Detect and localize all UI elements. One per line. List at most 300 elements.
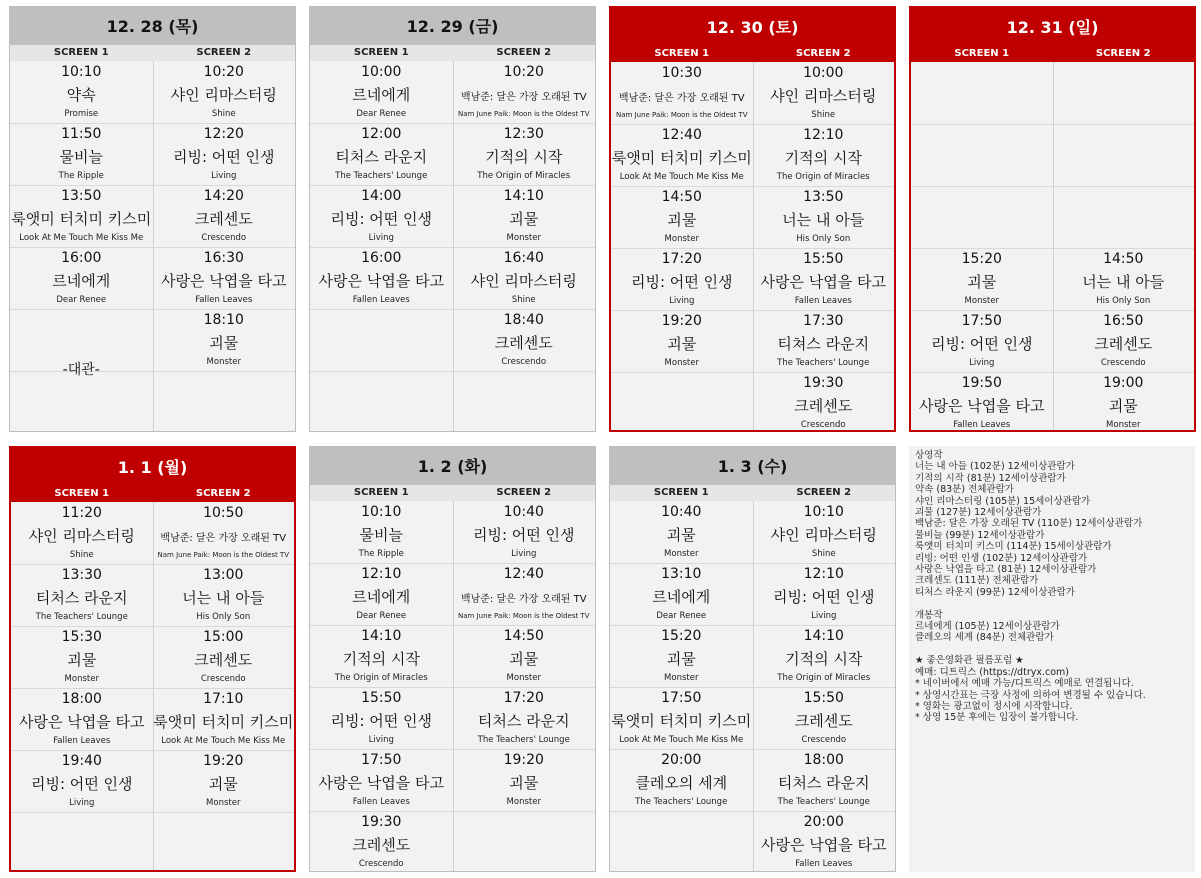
now-showing-list: [915, 461, 1189, 598]
showtime-slot[interactable]: [153, 123, 296, 185]
film-title-ko: 백남준: 달은 가장 오래된 TV: [160, 533, 287, 544]
film-title-ko: 크레센도: [352, 836, 411, 854]
film-title-ko: 티처스 라운지: [335, 148, 428, 166]
film-title-en: Shine: [811, 549, 836, 559]
showtime-slot[interactable]: [453, 687, 596, 749]
showtime-slot[interactable]: [453, 185, 596, 247]
day-header: 1. 2 (화): [310, 447, 595, 485]
showtime: 18:10: [203, 312, 244, 328]
film-title-ko: 너는 내 아들: [1082, 273, 1165, 291]
closed-label: -대관-: [62, 362, 100, 378]
showtime: 16:50: [1103, 313, 1144, 329]
showtime: 14:10: [803, 628, 844, 644]
now-showing-item: 기적의 시작 (81분) 12세이상관람가: [915, 472, 1066, 484]
film-title-ko: 르네에게: [352, 86, 411, 104]
showtime: 10:00: [361, 64, 402, 80]
day-header: 12. 28 (목): [10, 7, 295, 45]
showtime-slot[interactable]: [753, 563, 896, 625]
now-showing-item: 룩앳미 터치미 키스미 (114분) 15세이상관람가: [915, 541, 1112, 553]
showtime-slot[interactable]: [753, 687, 896, 749]
showtime-slot[interactable]: [611, 124, 753, 186]
film-title-ko: 르네에게: [352, 588, 411, 606]
film-title-ko: 괴물: [509, 650, 539, 668]
row-divider: [911, 186, 1194, 187]
day-panel: [9, 6, 296, 432]
showtime: 15:00: [203, 629, 244, 645]
film-title-en: Crescendo: [200, 674, 246, 684]
film-title-en: Fallen Leaves: [794, 296, 852, 306]
screen-label: SCREEN 1: [310, 485, 453, 501]
film-title-en: Shine: [811, 110, 836, 120]
notes-list: [915, 655, 1189, 723]
screen-label: SCREEN 2: [453, 485, 596, 501]
showtime: 12:30: [503, 126, 544, 142]
showtime: 10:40: [503, 504, 544, 520]
film-title-en: Promise: [64, 109, 99, 119]
showtime-slot[interactable]: [753, 811, 896, 872]
showtime: 14:10: [503, 188, 544, 204]
film-title-ko: 괴물: [967, 273, 997, 291]
showtime: 10:20: [503, 64, 544, 80]
showtime: 12:10: [361, 566, 402, 582]
film-title-en: Living: [368, 233, 394, 243]
film-title-ko: 괴물: [209, 334, 239, 352]
film-title-en: Fallen Leaves: [352, 295, 410, 305]
schedule-grid: [911, 62, 1194, 430]
film-title-ko: 룩앳미 터치미 키스미: [611, 149, 752, 167]
day-header: 12. 31 (일): [911, 8, 1194, 46]
showtime-slot[interactable]: [153, 61, 296, 123]
showtime-slot[interactable]: [11, 750, 153, 812]
showtime: 19:20: [503, 752, 544, 768]
row-divider: [11, 812, 294, 813]
showtime: 10:10: [61, 64, 102, 80]
film-title-en: The Teachers' Lounge: [335, 171, 428, 181]
film-title-ko: 사랑은 낙엽을 타고: [919, 397, 1045, 415]
film-title-ko: 크레센도: [194, 210, 253, 228]
now-showing-item: 약속 (83분) 전체관람가: [915, 484, 1014, 496]
showtime: 13:10: [661, 566, 702, 582]
film-title-en: Monster: [664, 234, 699, 244]
schedule-grid: [11, 502, 294, 870]
film-title-en: Living: [969, 358, 995, 368]
film-title-en: The Origin of Miracles: [776, 172, 870, 182]
showtime: 16:00: [361, 250, 402, 266]
film-title-en: Living: [69, 798, 95, 808]
film-title-ko: 샤인 리마스터링: [170, 86, 277, 104]
film-title-en: Monster: [506, 233, 541, 243]
film-title-ko: 리빙: 어떤 인생: [330, 210, 433, 228]
showtime: 13:00: [203, 567, 244, 583]
film-title-ko: 사랑은 낙엽을 타고: [318, 272, 444, 290]
note-item: 예매: 디트릭스 (https://dtryx.com): [915, 666, 1069, 678]
film-title-ko: 너는 내 아들: [782, 211, 865, 229]
showtime: 15:20: [961, 251, 1002, 267]
showtime: 20:00: [661, 752, 702, 768]
showtime-slot[interactable]: [611, 248, 753, 310]
film-title-en: Crescendo: [501, 357, 547, 367]
film-title-ko: 괴물: [67, 651, 97, 669]
showtime-slot[interactable]: [453, 749, 596, 811]
showtime-slot[interactable]: [611, 62, 753, 124]
screen-label: SCREEN 2: [753, 485, 896, 501]
film-title-en: Shine: [69, 550, 94, 560]
showtime: 13:50: [803, 189, 844, 205]
now-showing-item: 사랑은 낙엽을 타고 (81분) 12세이상관람가: [915, 564, 1097, 576]
showtime: 12:40: [503, 566, 544, 582]
showtime: 14:10: [361, 628, 402, 644]
showtime: 14:50: [661, 189, 702, 205]
film-title-ko: 리빙: 어떤 인생: [630, 273, 733, 291]
showtime-slot[interactable]: [310, 687, 453, 749]
showtime-slot[interactable]: [1053, 248, 1195, 310]
showtime-slot[interactable]: [610, 501, 753, 563]
showtime-slot[interactable]: [453, 247, 596, 309]
showtime-slot[interactable]: [310, 61, 453, 123]
now-showing-item: 리빙: 어떤 인생 (102분) 12세이상관람가: [915, 552, 1088, 564]
showtime-slot[interactable]: [310, 123, 453, 185]
film-title-en: Look At Me Touch Me Kiss Me: [19, 233, 144, 243]
film-title-ko: 리빙: 어떤 인생: [330, 712, 433, 730]
film-title-ko: 리빙: 어떤 인생: [30, 775, 133, 793]
screen-label: SCREEN 1: [911, 46, 1053, 62]
screen-label: SCREEN 2: [453, 45, 596, 61]
showtime: 13:30: [61, 567, 102, 583]
showtime-slot[interactable]: [911, 310, 1053, 372]
showtime: 11:20: [61, 505, 102, 521]
showtime: 19:20: [203, 753, 244, 769]
film-title-en: Nam June Paik: Moon is the Oldest TV: [616, 111, 748, 119]
showtime: 19:40: [61, 753, 102, 769]
schedule-grid: [610, 501, 895, 871]
film-title-ko: 크레센도: [494, 334, 553, 352]
showtime: 16:00: [61, 250, 102, 266]
showtime-slot[interactable]: [453, 61, 596, 123]
showtime: 14:50: [1103, 251, 1144, 267]
film-title-en: Fallen Leaves: [352, 797, 410, 807]
film-title-ko: 기적의 시작: [342, 650, 420, 668]
film-title-en: Fallen Leaves: [953, 420, 1011, 430]
showtime-slot[interactable]: [11, 626, 153, 688]
showtime: 12:10: [803, 566, 844, 582]
film-title-ko: 백남준: 달은 가장 오래된 TV: [460, 92, 587, 103]
film-title-en: Fallen Leaves: [795, 859, 853, 869]
day-header: 12. 30 (토): [611, 8, 894, 46]
film-title-en: Monster: [206, 357, 241, 367]
film-title-en: The Teachers' Lounge: [35, 612, 128, 622]
showtime: 15:50: [803, 251, 844, 267]
screen-label: SCREEN 2: [153, 45, 296, 61]
film-title-en: Monster: [506, 797, 541, 807]
film-title-en: Dear Renee: [356, 611, 407, 621]
film-title-ko: 룩앳미 터치미 키스미: [11, 210, 152, 228]
showtime-slot[interactable]: [153, 626, 295, 688]
screen-label: SCREEN 1: [611, 46, 753, 62]
film-title-en: His Only Son: [1096, 296, 1151, 306]
schedule-grid: [10, 61, 295, 431]
film-title-ko: 괴물: [667, 335, 697, 353]
note-item: * 네이버에서 예매 가능/디트릭스 예매로 연결됩니다.: [915, 678, 1134, 690]
film-title-ko: 티처스 라운지: [777, 774, 870, 792]
film-title-en: Monster: [506, 673, 541, 683]
day-panel: [609, 446, 896, 872]
film-title-ko: 사랑은 낙엽을 타고: [161, 272, 287, 290]
showtime-slot[interactable]: [153, 309, 296, 371]
showtime: 10:20: [203, 64, 244, 80]
film-title-en: The Teachers' Lounge: [477, 735, 570, 745]
day-header: 12. 29 (금): [310, 7, 595, 45]
showtime-slot[interactable]: [610, 625, 753, 687]
showtime-slot[interactable]: [610, 749, 753, 811]
showtime-slot[interactable]: [153, 564, 295, 626]
showtime: 15:30: [61, 629, 102, 645]
screen-label: SCREEN 1: [10, 45, 153, 61]
showtime-slot[interactable]: [310, 811, 453, 872]
showtime-slot[interactable]: [11, 502, 153, 564]
showtime-slot[interactable]: [753, 62, 895, 124]
showtime-slot[interactable]: [310, 563, 453, 625]
note-item: ★ 좋은영화관 필름포럼 ★: [915, 655, 1024, 667]
film-title-en: Monster: [664, 673, 699, 683]
film-title-en: Living: [669, 296, 695, 306]
film-title-en: Crescendo: [800, 420, 846, 430]
day-panel: [309, 6, 596, 432]
showtime-slot[interactable]: [153, 502, 295, 564]
film-title-ko: 리빙: 어떤 인생: [930, 335, 1033, 353]
showtime: 10:10: [803, 504, 844, 520]
opening-heading: 개봉작: [915, 609, 943, 621]
film-title-ko: 샤인 리마스터링: [770, 526, 877, 544]
showtime-slot[interactable]: [11, 564, 153, 626]
showtime-slot[interactable]: [10, 61, 153, 123]
showtime: 12:20: [203, 126, 244, 142]
film-title-ko: 괴물: [208, 775, 238, 793]
film-title-en: Shine: [511, 295, 536, 305]
showtime-slot[interactable]: [453, 123, 596, 185]
showtime-slot[interactable]: [753, 310, 895, 372]
schedule-grid: [310, 61, 595, 431]
film-title-ko: 사랑은 낙엽을 타고: [318, 774, 444, 792]
showtime-slot[interactable]: [610, 563, 753, 625]
film-title-ko: 르네에게: [52, 272, 111, 290]
showtime-slot[interactable]: [153, 247, 296, 309]
film-title-ko: 샤인 리마스터링: [28, 527, 135, 545]
row-divider: [911, 124, 1194, 125]
film-title-en: Fallen Leaves: [195, 295, 253, 305]
showtime: 12:00: [361, 126, 402, 142]
showtime-slot[interactable]: [453, 501, 596, 563]
opening-item: 르네에게 (105분) 12세이상관람가: [915, 621, 1060, 633]
showtime-slot[interactable]: [310, 749, 453, 811]
now-showing-item: 백남준: 달은 가장 오래된 TV (110분) 12세이상관람가: [915, 518, 1143, 530]
showtime-slot[interactable]: [453, 563, 596, 625]
film-title-en: Dear Renee: [56, 295, 107, 305]
showtime-slot[interactable]: [310, 625, 453, 687]
film-title-en: Monster: [64, 674, 99, 684]
showtime-slot[interactable]: [753, 625, 896, 687]
film-title-ko: 백남준: 달은 가장 오래된 TV: [618, 93, 745, 104]
film-title-en: Look At Me Touch Me Kiss Me: [619, 172, 744, 182]
showtime: 17:50: [661, 690, 702, 706]
film-title-en: Crescendo: [801, 735, 847, 745]
showtime: 12:40: [661, 127, 702, 143]
film-title-ko: 샤인 리마스터링: [470, 272, 577, 290]
film-title-en: Monster: [964, 296, 999, 306]
showtime: 15:50: [803, 690, 844, 706]
film-title-en: The Ripple: [358, 549, 404, 559]
film-title-en: Living: [368, 735, 394, 745]
row-divider: [310, 371, 595, 372]
showtime-slot[interactable]: [310, 185, 453, 247]
film-title-ko: 룩앳미 터치미 키스미: [153, 713, 294, 731]
showtime: 15:50: [361, 690, 402, 706]
showtime: 14:20: [203, 188, 244, 204]
showtime: 19:30: [803, 375, 844, 391]
day-header: 1. 1 (월): [11, 448, 294, 486]
film-title-ko: 티처스 라운지: [477, 712, 570, 730]
showtime: 10:50: [203, 505, 244, 521]
showtime-slot[interactable]: [753, 248, 895, 310]
film-title-ko: 백남준: 달은 가장 오래된 TV: [460, 594, 587, 605]
showtime: 19:00: [1103, 375, 1144, 391]
showtime: 19:30: [361, 814, 402, 830]
film-title-ko: 샤인 리마스터링: [770, 87, 877, 105]
now-showing-item: 크레센도 (111분) 전체관람가: [915, 575, 1039, 587]
film-title-ko: 티처스 라운지: [35, 589, 128, 607]
schedule-grid: [310, 501, 595, 871]
showtime-slot[interactable]: [153, 750, 295, 812]
film-title-ko: 티쳐스 라운지: [777, 335, 870, 353]
film-title-en: Monster: [664, 358, 699, 368]
showtime: 17:50: [361, 752, 402, 768]
film-title-ko: 괴물: [509, 210, 539, 228]
showtime-slot[interactable]: [911, 248, 1053, 310]
showtime-slot[interactable]: [453, 309, 596, 371]
showtime: 11:50: [61, 126, 102, 142]
now-showing-item: 물비늘 (99분) 12세이상관람가: [915, 529, 1045, 541]
showtime: 20:00: [803, 814, 844, 830]
day-panel: [9, 446, 296, 872]
film-title-en: The Origin of Miracles: [477, 171, 571, 181]
showtime-slot[interactable]: [153, 688, 295, 750]
showtime: 17:20: [661, 251, 702, 267]
showtime-slot[interactable]: [10, 123, 153, 185]
showtime-slot[interactable]: [10, 247, 153, 309]
film-title-ko: 클레오의 세계: [635, 774, 728, 792]
schedule-grid: [611, 62, 894, 430]
showtime-slot[interactable]: [610, 687, 753, 749]
film-title-ko: 사랑은 낙엽을 타고: [19, 713, 145, 731]
screen-label: SCREEN 1: [310, 45, 453, 61]
showtime: 12:10: [803, 127, 844, 143]
film-title-en: The Teachers' Lounge: [777, 797, 870, 807]
showtime-slot[interactable]: [453, 625, 596, 687]
opening-list: [915, 621, 1189, 644]
showtime-slot[interactable]: [310, 247, 453, 309]
showtime: 18:00: [803, 752, 844, 768]
showtime: 19:20: [661, 313, 702, 329]
day-panel: [909, 6, 1196, 432]
film-title-en: Living: [511, 549, 537, 559]
showtime-slot[interactable]: [1053, 372, 1195, 432]
info-panel: [909, 446, 1195, 872]
film-title-en: Crescendo: [201, 233, 247, 243]
film-title-ko: 약속: [66, 86, 96, 104]
film-title-ko: 르네에게: [652, 588, 711, 606]
film-title-ko: 괴물: [666, 526, 696, 544]
film-title-en: Fallen Leaves: [53, 736, 111, 746]
opening-item: 클레오의 세계 (84분) 전체관람가: [915, 632, 1054, 644]
showtime: 10:30: [661, 65, 702, 81]
film-title-ko: 기적의 시작: [784, 149, 862, 167]
film-title-en: Dear Renee: [656, 611, 707, 621]
film-title-ko: 리빙: 어떤 인생: [172, 148, 275, 166]
film-title-ko: 물비늘: [359, 526, 403, 544]
showtime-slot[interactable]: [911, 372, 1053, 432]
film-title-ko: 크레센도: [794, 712, 853, 730]
film-title-ko: 리빙: 어떤 인생: [772, 588, 875, 606]
showtime-slot[interactable]: [11, 688, 153, 750]
film-title-en: Monster: [1106, 420, 1141, 430]
screen-label: SCREEN 2: [153, 486, 295, 502]
film-title-en: Look At Me Touch Me Kiss Me: [619, 735, 744, 745]
note-item: * 상영 15분 후에는 입장이 불가합니다.: [915, 712, 1079, 724]
film-title-ko: 괴물: [1108, 397, 1138, 415]
film-title-ko: 사랑은 낙엽을 타고: [761, 836, 887, 854]
showtime-slot[interactable]: [611, 310, 753, 372]
film-title-en: His Only Son: [796, 234, 851, 244]
film-title-en: Shine: [211, 109, 236, 119]
showtime-slot[interactable]: [753, 124, 895, 186]
showtime-slot[interactable]: [753, 372, 895, 432]
film-title-en: The Teachers' Lounge: [635, 797, 728, 807]
showtime-slot[interactable]: [153, 185, 296, 247]
film-title-ko: 괴물: [667, 211, 697, 229]
showtime-slot[interactable]: [1053, 310, 1195, 372]
showtime-slot[interactable]: [753, 186, 895, 248]
showtime: 14:00: [361, 188, 402, 204]
showtime: 17:10: [203, 691, 244, 707]
showtime-slot[interactable]: [753, 749, 896, 811]
film-title-ko: 크레센도: [794, 397, 853, 415]
film-title-en: The Ripple: [58, 171, 104, 181]
showtime-slot[interactable]: [611, 186, 753, 248]
film-title-en: Look At Me Touch Me Kiss Me: [161, 736, 286, 746]
showtime: 18:40: [503, 312, 544, 328]
film-title-ko: 괴물: [509, 774, 539, 792]
showtime: 10:40: [661, 504, 702, 520]
note-item: * 영화는 광고없이 정시에 시작합니다.: [915, 700, 1073, 712]
film-title-en: The Teachers' Lounge: [777, 358, 870, 368]
showtime: 16:30: [203, 250, 244, 266]
film-title-en: The Origin of Miracles: [334, 673, 428, 683]
screen-label: SCREEN 2: [753, 46, 895, 62]
film-title-ko: 괴물: [666, 650, 696, 668]
showtime: 16:40: [503, 250, 544, 266]
screen-label: SCREEN 1: [11, 486, 153, 502]
showtime: 19:50: [961, 375, 1002, 391]
film-title-en: Nam June Paik: Moon is the Oldest TV: [458, 110, 590, 118]
showtime: 17:20: [503, 690, 544, 706]
now-showing-item: 샤인 리마스터링 (105분) 15세이상관람가: [915, 495, 1091, 507]
showtime: 15:20: [661, 628, 702, 644]
showtime-slot[interactable]: [10, 185, 153, 247]
film-title-ko: 룩앳미 터치미 키스미: [611, 712, 752, 730]
showtime-slot[interactable]: [753, 501, 896, 563]
showtime-slot[interactable]: [310, 501, 453, 563]
day-panel: [609, 6, 896, 432]
film-title-en: Crescendo: [358, 859, 404, 869]
